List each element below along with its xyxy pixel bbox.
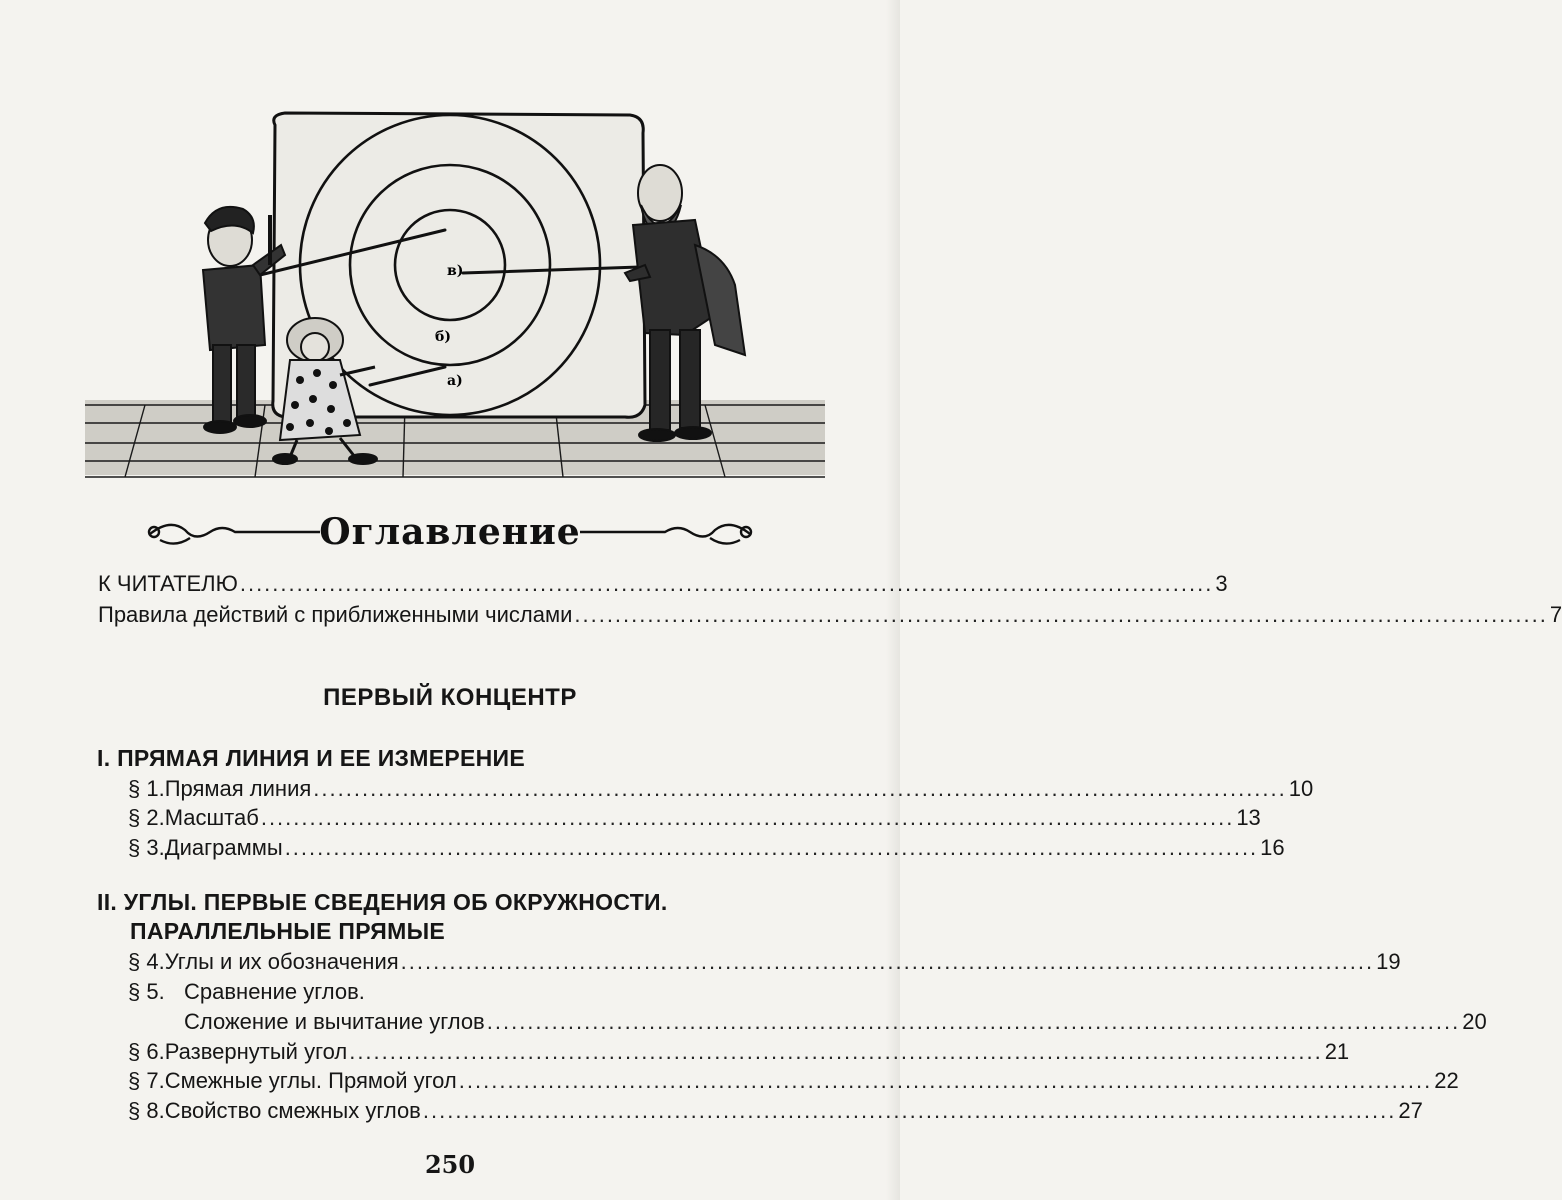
toc-entry-label: Диаграммы [164, 835, 283, 860]
toc-entry-label: Углы и их обозначения [164, 949, 399, 974]
toc-entry-label: Сложение и вычитание углов [184, 1009, 485, 1034]
toc-entry-label: Смежные углы. Прямой угол [164, 1068, 457, 1093]
target-label-b: б) [435, 329, 451, 345]
target-label-v: в) [447, 263, 464, 279]
toc-entry-page: 7 [1549, 602, 1562, 627]
toc-entry-label: Правила действий с приближенными числами [98, 602, 573, 627]
toc-entry-number: § 4. [128, 949, 165, 974]
leader-dots: ........................................................................................................................ [349, 1039, 1323, 1064]
toc-entry[interactable] [0, 1036, 1350, 1068]
toc-entry-label: Развернутый угол [164, 1039, 348, 1064]
leader-dots: ........................................................................................................................ [486, 1009, 1461, 1034]
page-number: 250 [424, 1150, 476, 1179]
toc-entry-number: § 3. [128, 835, 165, 860]
toc-entry[interactable] [0, 773, 1314, 805]
leader-dots: ........................................................................................................................ [458, 1068, 1433, 1093]
toc-entry-number: § 2. [128, 805, 165, 830]
toc-entry-page: 19 [1376, 949, 1401, 974]
leader-dots: ........................................................................................................................ [574, 602, 1548, 627]
toc-entry-page: 16 [1260, 835, 1285, 860]
toc-heading: Оглавление [319, 511, 581, 553]
toc-entry-page: 21 [1324, 1039, 1350, 1064]
toc-entry-label: Сравнение углов. [184, 979, 365, 1004]
toc-entry-label: Свойство смежных углов [164, 1098, 421, 1123]
toc-entry[interactable] [0, 1095, 1423, 1127]
toc-entry[interactable] [0, 1065, 1459, 1097]
section-title: ПЕРВЫЙ КОНЦЕНТР [323, 684, 577, 711]
leader-dots: ........................................................................................................................ [239, 571, 1214, 596]
chapter-title[interactable]: I. ПРЯМАЯ ЛИНИЯ И ЕЕ ИЗМЕРЕНИЕ [97, 745, 526, 771]
toc-entry-page: 10 [1288, 776, 1314, 801]
toc-entry-number: § 8. [128, 1098, 165, 1123]
toc-entry[interactable] [0, 568, 1228, 600]
toc-entry-label: Масштаб [164, 805, 259, 830]
toc-entry-number: § 7. [128, 1068, 165, 1093]
leader-dots: ........................................................................................................................ [313, 776, 1287, 801]
toc-entry-continued[interactable] [0, 1006, 1487, 1038]
toc-entry[interactable] [0, 802, 1261, 834]
toc-entry[interactable] [0, 599, 1562, 631]
toc-entry-label: К ЧИТАТЕЛЮ [98, 571, 238, 596]
leader-dots: ........................................................................................................................ [422, 1098, 1397, 1123]
toc-entry[interactable] [0, 976, 900, 1008]
toc-entry-page: 20 [1462, 1009, 1487, 1034]
toc-entry-page: 22 [1434, 1068, 1459, 1093]
leader-dots: ........................................................................................................................ [260, 805, 1235, 830]
toc-entry-page: 27 [1398, 1098, 1423, 1123]
toc-entry-label: Прямая линия [164, 776, 312, 801]
target-illustration [85, 105, 825, 505]
toc-entry-number: § 1. [128, 776, 165, 801]
toc-entry[interactable] [0, 946, 1401, 978]
leader-dots: ........................................................................................................................ [400, 949, 1375, 974]
toc-heading-block [140, 508, 760, 558]
target-label-a: а) [447, 373, 463, 389]
chapter-title-continued[interactable]: ПАРАЛЛЕЛЬНЫЕ ПРЯМЫЕ [130, 918, 446, 944]
chapter-title[interactable]: II. УГЛЫ. ПЕРВЫЕ СВЕДЕНИЯ ОБ ОКРУЖНОСТИ. [97, 889, 668, 915]
toc-entry-page: 3 [1215, 571, 1228, 596]
toc-entry[interactable] [0, 832, 1285, 864]
toc-entry-number: § 6. [128, 1039, 165, 1064]
leader-dots: ........................................................................................................................ [284, 835, 1259, 860]
toc-entry-page: 13 [1236, 805, 1261, 830]
toc-entry-number: § 5. [128, 979, 165, 1004]
